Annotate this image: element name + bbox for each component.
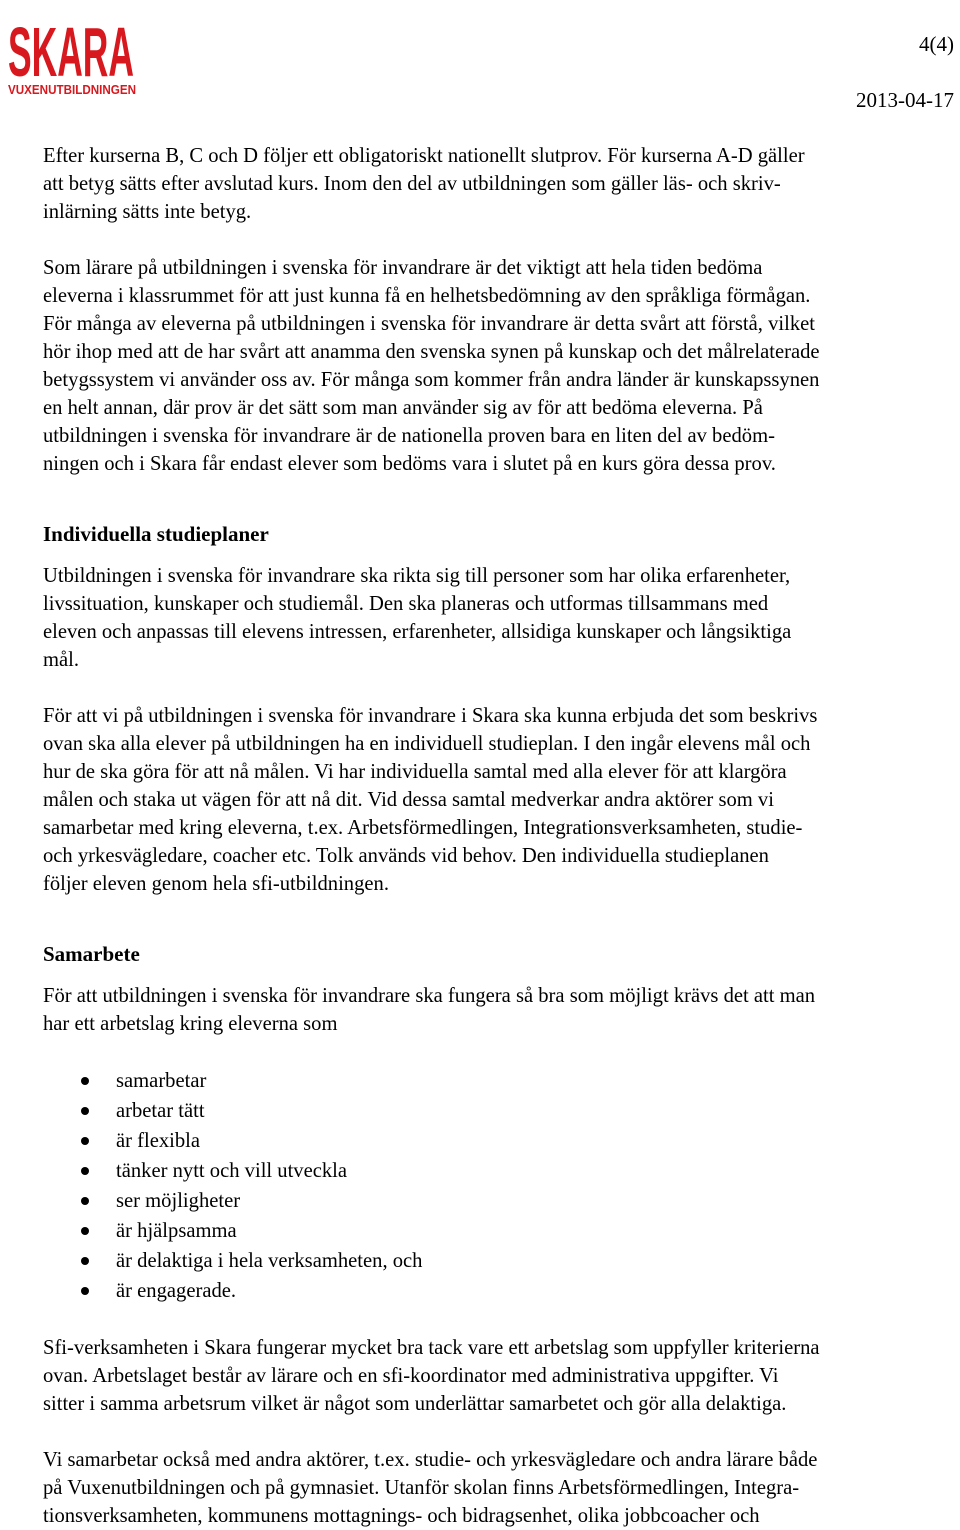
paragraph-external-partners: Vi samarbetar också med andra aktörer, t.ex. studie- och yrkesvägledare och andra lärare både på Vuxenutbildningen och på gymnasiet. Utanför skolan finns Arbetsförmedlingen, Integra- tionsverksamheten, kommunens mottagnings- och bidragsenhet, olika jobbcoacher och — [43, 1449, 818, 1527]
document-date: 2013-04-17 — [856, 88, 954, 112]
list-item: tänker nytt och vill utveckla — [43, 1156, 958, 1186]
heading-collaboration: Samarbete — [43, 942, 140, 966]
paragraph-collaboration-intro: För att utbildningen i svenska för invandrare ska fungera så bra som möjligt krävs det att man har ett arbetslag kring eleverna som — [43, 985, 816, 1035]
logo-sub-text: VUXENUTBILDNINGEN — [8, 83, 136, 96]
list-item: är hjälpsamma — [43, 1216, 958, 1246]
list-item: arbetar tätt — [43, 1096, 958, 1126]
document-body — [43, 142, 958, 1530]
heading-individual-plans: Individuella studieplaner — [43, 522, 269, 546]
team-qualities-list — [43, 1066, 958, 1306]
paragraph-study-plans-detail: För att vi på utbildningen i svenska för invandrare i Skara ska kunna erbjuda det som beskrivs ovan ska alla elever på utbildningen ha en individuell studieplan. I den ingår elevens mål och hur de ska göra för att nå målen. Vi har individuella samtal med alla elever för att klargöra målen och staka ut vägen för att nå dit. Vid dessa samtal medverkar andra aktörer som vi samarbetar med kring eleverna, t.ex. Arbetsförmedlingen, Integrationsverksamheten, studie- och yrkesvägledare, coacher etc. Tolk används vid behov. Den individuella studieplanen följer eleven genom hela sfi-utbildningen. — [43, 705, 818, 895]
list-item: är delaktiga i hela verksamheten, och — [43, 1246, 958, 1276]
skara-logo — [6, 2, 138, 96]
paragraph-team: Sfi-verksamheten i Skara fungerar mycket bra tack vare ett arbetslag som uppfyller kriterierna ovan. Arbetslaget består av lärare och en sfi-koordinator med administrativa uppgifter. Vi sitter i samma arbetsrum vilket är något som underlättar samarbetet och gör alla delaktiga. — [43, 1337, 820, 1415]
list-item: samarbetar — [43, 1066, 958, 1096]
paragraph-grading: Efter kurserna B, C och D följer ett obligatoriskt nationellt slutprov. För kurserna A-D gäller att betyg sätts efter avslutad kurs. Inom den del av utbildningen som gäller läs- och skriv- inlärning sätts inte betyg. — [43, 145, 805, 223]
list-item: är flexibla — [43, 1126, 958, 1156]
list-item: ser möjligheter — [43, 1186, 958, 1216]
logo-main-text: SKARA — [8, 12, 134, 92]
page-number: 4(4) — [919, 32, 954, 56]
paragraph-study-plans-intro: Utbildningen i svenska för invandrare ska rikta sig till personer som har olika erfarenheter, livssituation, kunskaper och studiemål. Den ska planeras och utformas tillsammans med eleven och anpassas till elevens intressen, erfarenheter, allsidiga kunskaper och långsiktiga mål. — [43, 565, 792, 671]
paragraph-assessment: Som lärare på utbildningen i svenska för invandrare är det viktigt att hela tiden bedöma eleverna i klassrummet för att just kunna få en helhetsbedömning av den språkliga förmågan. För många av eleverna på utbildningen i svenska för invandrare är detta svårt att förstå, vilket hör ihop med att de har svårt att anamma den svenska synen på kunskap och det målrelaterade betygssystem vi använder oss av. För många som kommer från andra länder är kunskapssynen en helt annan, där prov är det sätt som man använder sig av för att bedöma eleverna. På utbildningen i svenska för invandrare är de nationella proven bara en liten del av bedöm- ningen och i Skara får endast elever som bedöms vara i slutet på en kurs göra dessa prov. — [43, 257, 820, 475]
list-item: är engagerade. — [43, 1276, 958, 1306]
